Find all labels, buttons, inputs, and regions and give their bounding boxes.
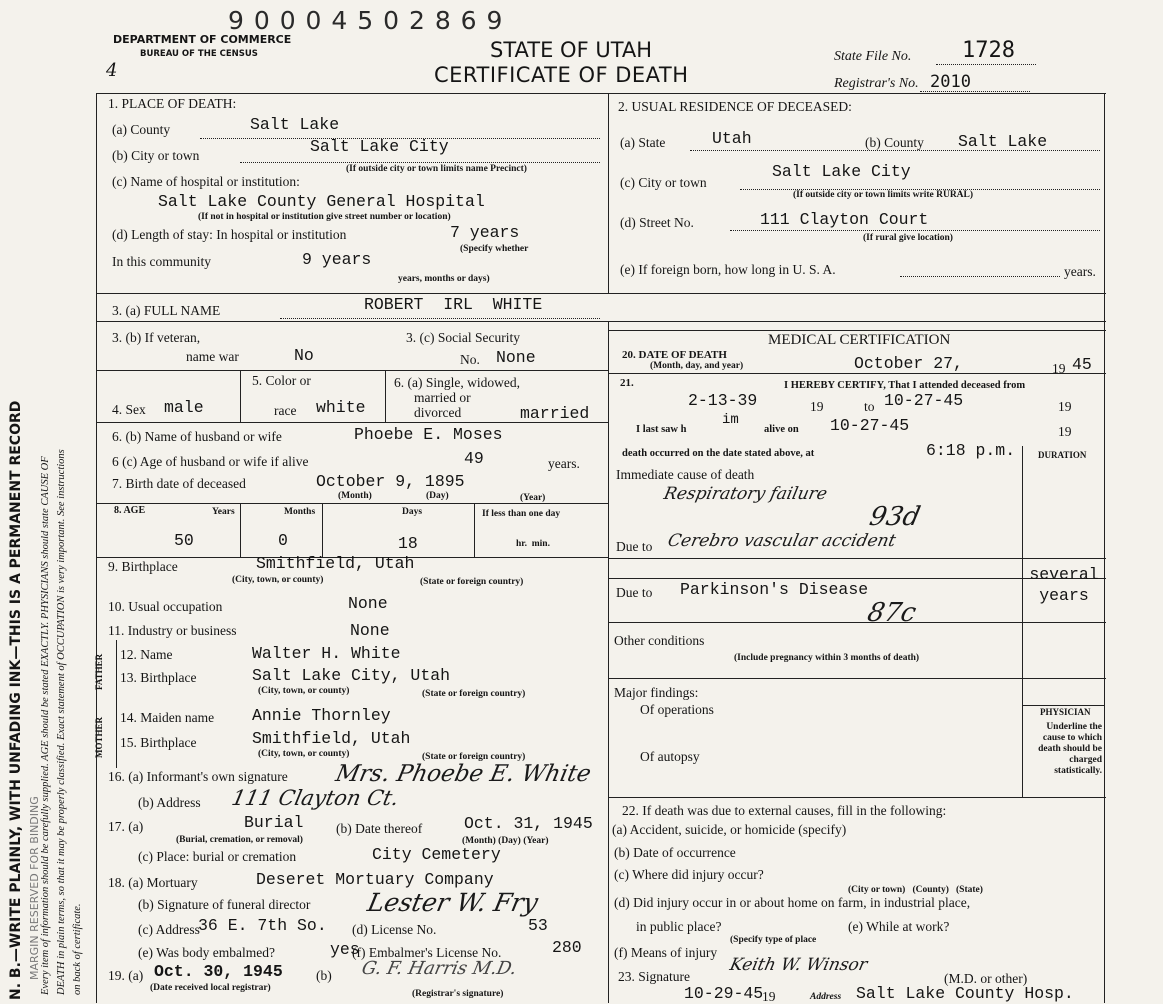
father-birthplace-label: 13. Birthplace (120, 670, 197, 685)
age-months-label: Months (284, 507, 316, 517)
race-value: white (316, 398, 366, 417)
physician-signature-label: 23. Signature (618, 969, 690, 984)
attended-from-date: 2-13-39 (688, 391, 758, 410)
due-to-value-1: Cerebro vascular accident (665, 531, 898, 551)
social-security-label: 3. (c) Social Security (406, 330, 520, 345)
hospital-note: (If not in hospital or institution give street number or location) (198, 212, 451, 222)
hospital-value: Salt Lake County General Hospital (158, 192, 485, 211)
veteran-value: No (294, 346, 314, 365)
autopsy-label: Of autopsy (640, 749, 700, 764)
cause-code-2: 87c (864, 598, 919, 628)
burial-place-value: City Cemetery (372, 845, 501, 864)
residence-street-note: (If rural give location) (863, 233, 953, 243)
attended-from-century: 19 (810, 399, 824, 414)
mortuary-value: Deseret Mortuary Company (256, 870, 494, 889)
marital-label-3: divorced (414, 405, 462, 420)
alive-on-century: 19 (1058, 424, 1072, 439)
date-of-death-label: 20. DATE OF DEATH (622, 349, 727, 361)
social-security-sublabel: No. (460, 352, 480, 367)
injury-location-note: (City or town) (County) (State) (848, 885, 983, 895)
embalmed-value: yes (330, 940, 360, 959)
informant-address-label: (b) Address (138, 795, 201, 810)
registrar-signature-note: (Registrar's signature) (412, 989, 504, 999)
full-name-label: 3. (a) FULL NAME (112, 303, 221, 318)
license-label: (d) License No. (352, 922, 437, 937)
certificate-serial-number: 9 0 0 0 4 5 0 2 8 6 9 (228, 6, 504, 35)
industry-label: 11. Industry or business (108, 623, 237, 638)
birth-date-label: 7. Birth date of deceased (112, 476, 246, 491)
community-label: In this community (112, 254, 211, 269)
other-conditions-note: (Include pregnancy within 3 months of death) (734, 653, 920, 663)
informant-signature: Mrs. Phoebe E. White (333, 761, 594, 787)
father-name-label: 12. Name (120, 647, 173, 662)
state-heading: STATE OF UTAH (490, 38, 653, 62)
attended-to-label: to (864, 399, 875, 414)
spouse-label: 6. (b) Name of husband or wife (112, 429, 282, 444)
mother-tag: MOTHER (94, 716, 104, 758)
age-days-label: Days (402, 507, 423, 517)
duration-heading: DURATION (1038, 450, 1087, 460)
mother-name-label: 14. Maiden name (120, 710, 215, 725)
occurrence-date-label: (b) Date of occurrence (614, 845, 736, 860)
father-birthplace-state-note: (State or foreign country) (422, 689, 526, 699)
death-city-value: Salt Lake City (310, 137, 449, 156)
time-of-death-value: 6:18 p.m. (926, 441, 1016, 460)
mortuary-label: 18. (a) Mortuary (108, 875, 198, 890)
attended-to-date: 10-27-45 (884, 391, 964, 410)
funeral-director-signature: Lester W. Fry (364, 888, 541, 917)
place-of-death-heading: 1. PLACE OF DEATH: (108, 96, 237, 111)
margin-instruction-1: Every item of information should be carefully supplied. AGE should be stated EXACTLY. PHYSICIANS should state CAUSE OF (40, 456, 51, 995)
hospital-label: (c) Name of hospital or institution: (112, 174, 300, 189)
physician-heading: PHYSICIAN (1040, 707, 1091, 717)
md-or-other-label: (M.D. or other) (944, 971, 1028, 986)
occupation-value: None (348, 594, 388, 613)
date-of-death-century: 19 (1052, 361, 1066, 376)
due-to-label-2: Due to (616, 585, 653, 600)
date-received-note: (Date received local registrar) (150, 983, 271, 993)
veteran-label: 3. (b) If veteran, (112, 330, 201, 345)
birthplace-label: 9. Birthplace (108, 559, 178, 574)
injury-public-label: in public place? (636, 919, 722, 934)
residence-heading: 2. USUAL RESIDENCE OF DECEASED: (618, 99, 852, 114)
date-received-value: Oct. 30, 1945 (154, 962, 283, 981)
date-of-death-year: 45 (1072, 355, 1092, 374)
residence-street-value: 111 Clayton Court (760, 210, 929, 229)
residence-county-label: (b) County (865, 135, 924, 150)
mortuary-address-value: 36 E. 7th So. (198, 916, 327, 935)
burial-label: 17. (a) (108, 819, 144, 834)
residence-county-value: Salt Lake (958, 132, 1048, 151)
age-months-value: 0 (278, 531, 288, 550)
residence-state-label: (a) State (620, 135, 666, 150)
date-of-death-note: (Month, day, and year) (650, 361, 744, 371)
state-file-label: State File No. (834, 49, 912, 64)
social-security-value: None (496, 348, 536, 367)
veteran-sublabel: name war (186, 349, 239, 364)
alive-on-label: alive on (764, 424, 799, 435)
attended-to-century: 19 (1058, 399, 1072, 414)
margin-instruction-nb: N. B.—WRITE PLAINLY, WITH UNFADING INK—THIS IS A PERMANENT RECORD (8, 400, 24, 1000)
cause-code-1: 93d (866, 502, 923, 532)
spouse-age-label: 6 (c) Age of husband or wife if alive (112, 454, 309, 469)
length-of-stay-note: (Specify whether (460, 244, 529, 254)
color-label: 5. Color or (252, 373, 311, 388)
mother-birthplace-value: Smithfield, Utah (252, 729, 411, 748)
birthplace-state-note: (State or foreign country) (420, 577, 524, 587)
signed-date-century: 19 (762, 989, 776, 1004)
alive-on-date: 10-27-45 (830, 416, 910, 435)
marital-label-2: married or (414, 390, 471, 405)
funeral-director-label: (b) Signature of funeral director (138, 897, 311, 912)
license-value: 53 (528, 916, 548, 935)
embalmer-license-label: (f) Embalmer's License No. (352, 945, 502, 960)
date-received-label: 19. (a) (108, 968, 144, 983)
death-occurred-label: death occurred on the date stated above, at (622, 448, 815, 459)
mother-birthplace-city-note: (City, town, or county) (258, 749, 350, 759)
registrar-signature: G. F. Harris M.D. (359, 958, 519, 979)
birthplace-city-note: (City, town, or county) (232, 575, 324, 585)
immediate-cause-label: Immediate cause of death (616, 467, 755, 482)
sex-value: male (164, 398, 204, 417)
corner-mark: 4 (106, 60, 118, 81)
mortuary-address-label: (c) Address (138, 922, 200, 937)
residence-state-value: Utah (712, 129, 752, 148)
race-label: race (274, 403, 297, 418)
informant-label: 16. (a) Informant's own signature (108, 769, 288, 784)
registrar-number-label: Registrar's No. (834, 76, 919, 91)
physician-address-value: Salt Lake County Hosp. (856, 984, 1074, 1003)
residence-city-value: Salt Lake City (772, 162, 911, 181)
residence-street-label: (d) Street No. (620, 215, 694, 230)
age-days-value: 18 (398, 534, 418, 553)
major-findings-label: Major findings: (614, 685, 699, 700)
death-county-value: Salt Lake (250, 115, 340, 134)
birth-month-note: (Month) (338, 491, 372, 501)
informant-address-value: 111 Clayton Ct. (229, 786, 402, 810)
foreign-born-label: (e) If foreign born, how long in U. S. A. (620, 262, 836, 277)
birthplace-value: Smithfield, Utah (256, 554, 415, 573)
immediate-cause-value: Respiratory failure (661, 484, 830, 504)
hours-minutes-label: hr. min. (516, 539, 550, 549)
burial-date-note: (Month) (Day) (Year) (462, 836, 549, 846)
date-of-death-value: October 27, (854, 354, 963, 373)
length-of-stay-value: 7 years (450, 223, 520, 242)
external-causes-label: 22. If death was due to external causes, fill in the following: (622, 803, 947, 818)
father-birthplace-city-note: (City, town, or county) (258, 686, 350, 696)
full-name-value: ROBERT IRL WHITE (364, 295, 543, 314)
less-than-day-label: If less than one day (482, 509, 561, 519)
last-saw-pronoun: im (722, 412, 739, 428)
burial-method-note: (Burial, cremation, or removal) (176, 835, 303, 845)
marital-label-1: 6. (a) Single, widowed, (394, 375, 520, 390)
injury-home-label: (d) Did injury occur in or about home on farm, in industrial place, (614, 895, 971, 910)
community-note: years, months or days) (398, 274, 490, 284)
age-label: 8. AGE (114, 505, 146, 516)
due-to-duration: several years (1029, 565, 1099, 605)
father-tag: FATHER (94, 653, 104, 690)
age-years-value: 50 (174, 531, 194, 550)
means-of-injury-label: (f) Means of injury (614, 945, 718, 960)
while-at-work-label: (e) While at work? (848, 919, 950, 934)
bureau-heading: BUREAU OF THE CENSUS (140, 49, 258, 59)
injury-location-label: (c) Where did injury occur? (614, 867, 764, 882)
registrar-signature-label: (b) (316, 968, 332, 983)
marital-value: married (520, 404, 590, 423)
certificate-title: CERTIFICATE OF DEATH (434, 63, 689, 87)
father-name-value: Walter H. White (252, 644, 401, 663)
death-city-note: (If outside city or town limits name Precinct) (346, 164, 527, 174)
operations-label: Of operations (640, 702, 714, 717)
registrar-number: 2010 (930, 72, 971, 92)
residence-city-label: (c) City or town (620, 175, 707, 190)
burial-date-label: (b) Date thereof (336, 821, 423, 836)
death-city-label: (b) City or town (112, 148, 200, 163)
accident-label: (a) Accident, suicide, or homicide (specify) (612, 822, 847, 837)
age-years-label: Years (212, 507, 235, 517)
physician-address-label: Address (810, 992, 842, 1002)
birth-day-note: (Day) (426, 491, 449, 501)
signed-date-value: 10-29-45 (684, 984, 764, 1003)
father-birthplace-value: Salt Lake City, Utah (252, 666, 451, 685)
physician-note: Underline the cause to which death should be charged statistically. (1038, 722, 1102, 776)
last-saw-label: I last saw h (636, 424, 687, 435)
burial-place-label: (c) Place: burial or cremation (138, 849, 297, 864)
community-value: 9 years (302, 250, 372, 269)
certify-statement: I HEREBY CERTIFY, That I attended deceased from (784, 380, 1026, 391)
sex-label: 4. Sex (112, 402, 146, 417)
occupation-label: 10. Usual occupation (108, 599, 223, 614)
burial-method-value: Burial (244, 813, 304, 832)
embalmer-license-value: 280 (552, 938, 582, 957)
margin-binding-note: MARGIN RESERVED FOR BINDING (28, 796, 41, 980)
embalmed-label: (e) Was body embalmed? (138, 945, 275, 960)
spouse-age-value: 49 (464, 449, 484, 468)
spouse-value: Phoebe E. Moses (354, 425, 503, 444)
specify-place-note: (Specify type of place (730, 935, 817, 945)
mother-birthplace-label: 15. Birthplace (120, 735, 197, 750)
industry-value: None (350, 621, 390, 640)
item-21-label: 21. (620, 377, 634, 389)
due-to-label-1: Due to (616, 539, 653, 554)
birth-year-note: (Year) (520, 493, 546, 503)
mother-name-value: Annie Thornley (252, 706, 391, 725)
medical-certification-heading: MEDICAL CERTIFICATION (768, 332, 951, 348)
residence-city-note: (If outside city or town limits write RURAL) (793, 190, 974, 200)
margin-instruction-3: on back of certificate. (72, 903, 83, 995)
death-county-label: (a) County (112, 122, 171, 137)
spouse-age-unit: years. (548, 456, 580, 471)
margin-instruction-2: DEATH in plain terms, so that it may be properly classified. Exact statement of OCCUPATION is very important. See instructions (56, 449, 67, 995)
length-of-stay-label: (d) Length of stay: In hospital or institution (112, 227, 347, 242)
mother-birthplace-state-note: (State or foreign country) (422, 752, 526, 762)
foreign-born-years: years. (1064, 264, 1096, 279)
state-file-number: 1728 (962, 38, 1015, 63)
department-heading: DEPARTMENT OF COMMERCE (113, 33, 292, 46)
due-to-value-2: Parkinson's Disease (680, 580, 869, 599)
burial-date-value: Oct. 31, 1945 (464, 814, 593, 833)
other-conditions-label: Other conditions (614, 633, 705, 648)
physician-signature: Keith W. Winsor (727, 955, 870, 975)
birth-date-value: October 9, 1895 (316, 472, 465, 491)
